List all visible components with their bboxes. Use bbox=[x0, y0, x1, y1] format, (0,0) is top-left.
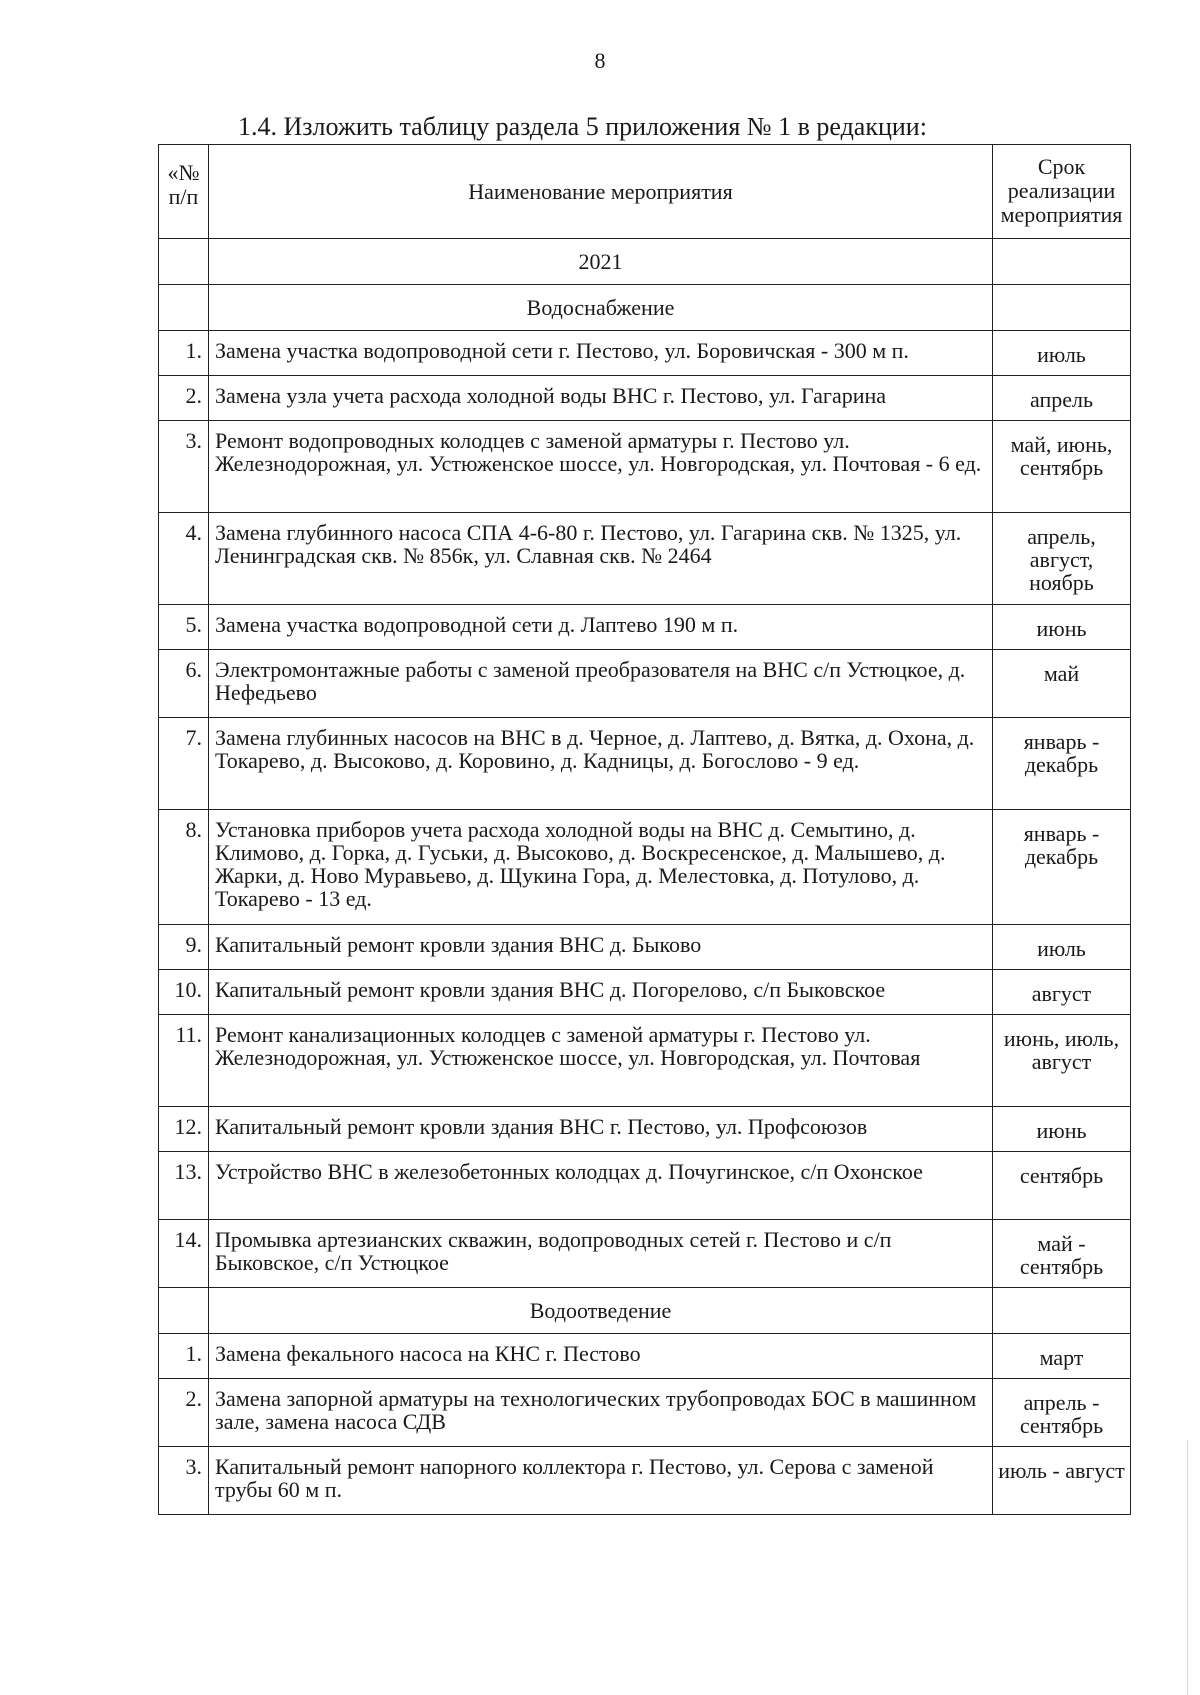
table-row bbox=[159, 1447, 1131, 1515]
table-row bbox=[159, 925, 1131, 970]
row-term: апрель - сентябрь bbox=[993, 1379, 1131, 1447]
row-number: 12. bbox=[159, 1107, 209, 1152]
row-measure: Замена участка водопроводной сети г. Пестово, ул. Боровичская - 300 м п. bbox=[209, 331, 993, 376]
table-row bbox=[159, 1015, 1131, 1107]
row-number: 2. bbox=[159, 376, 209, 421]
row-term: апрель bbox=[993, 376, 1131, 421]
year-row-empty-term bbox=[993, 239, 1131, 285]
row-number: 10. bbox=[159, 970, 209, 1015]
row-measure: Капитальный ремонт кровли здания ВНС д. Погорелово, с/п Быковское bbox=[209, 970, 993, 1015]
table-row bbox=[159, 376, 1131, 421]
section-title: Водоснабжение bbox=[209, 285, 993, 331]
section-title: Водоотведение bbox=[209, 1288, 993, 1334]
table-row bbox=[159, 1107, 1131, 1152]
row-number: 4. bbox=[159, 513, 209, 605]
scan-edge-line bbox=[1187, 1440, 1188, 1695]
table-row bbox=[159, 970, 1131, 1015]
measures-table bbox=[158, 144, 1131, 1515]
row-term: июнь, июль, август bbox=[993, 1015, 1131, 1107]
year-label: 2021 bbox=[209, 239, 993, 285]
row-number: 1. bbox=[159, 331, 209, 376]
section-empty-term bbox=[993, 1288, 1131, 1334]
row-term: март bbox=[993, 1334, 1131, 1379]
table-row bbox=[159, 331, 1131, 376]
table-row bbox=[159, 1379, 1131, 1447]
section-empty-num bbox=[159, 285, 209, 331]
row-number: 7. bbox=[159, 718, 209, 810]
row-measure: Электромонтажные работы с заменой преобразователя на ВНС с/п Устюцкое, д. Нефедьево bbox=[209, 650, 993, 718]
year-row-empty-num bbox=[159, 239, 209, 285]
header-measure-name: Наименование мероприятия bbox=[209, 145, 993, 239]
row-number: 2. bbox=[159, 1379, 209, 1447]
row-term: июнь bbox=[993, 1107, 1131, 1152]
row-number: 3. bbox=[159, 421, 209, 513]
row-number: 6. bbox=[159, 650, 209, 718]
row-measure: Капитальный ремонт кровли здания ВНС г. Пестово, ул. Профсоюзов bbox=[209, 1107, 993, 1152]
row-term: май, июнь, сентябрь bbox=[993, 421, 1131, 513]
row-measure: Ремонт водопроводных колодцев с заменой арматуры г. Пестово ул. Железнодорожная, ул. Устюженское шоссе, ул. Новгородская, ул. Почтовая - 6 ед. bbox=[209, 421, 993, 513]
section-empty-num bbox=[159, 1288, 209, 1334]
row-term: июль bbox=[993, 925, 1131, 970]
row-measure: Капитальный ремонт напорного коллектора г. Пестово, ул. Серова с заменой трубы 60 м п. bbox=[209, 1447, 993, 1515]
row-measure: Замена запорной арматуры на технологических трубопроводах БОС в машинном зале, замена насоса СДВ bbox=[209, 1379, 993, 1447]
table-row bbox=[159, 1152, 1131, 1220]
row-number: 1. bbox=[159, 1334, 209, 1379]
row-number: 8. bbox=[159, 810, 209, 925]
page-number: 8 bbox=[594, 48, 606, 73]
row-measure: Замена фекального насоса на КНС г. Пестово bbox=[209, 1334, 993, 1379]
year-row bbox=[159, 239, 1131, 285]
section-row-sewerage bbox=[159, 1288, 1131, 1334]
table-header-row bbox=[159, 145, 1131, 239]
row-number: 13. bbox=[159, 1152, 209, 1220]
row-term: апрель, август, ноябрь bbox=[993, 513, 1131, 605]
header-term: Срок реализации мероприятия bbox=[993, 145, 1131, 239]
section-empty-term bbox=[993, 285, 1131, 331]
section-row-water-supply bbox=[159, 285, 1131, 331]
table-row bbox=[159, 1334, 1131, 1379]
row-measure: Промывка артезианских скважин, водопроводных сетей г. Пестово и с/п Быковское, с/п Устюцкое bbox=[209, 1220, 993, 1288]
row-term: сентябрь bbox=[993, 1152, 1131, 1220]
table-row bbox=[159, 718, 1131, 810]
table-row bbox=[159, 810, 1131, 925]
row-term: август bbox=[993, 970, 1131, 1015]
row-term: январь - декабрь bbox=[993, 718, 1131, 810]
table-row bbox=[159, 1220, 1131, 1288]
row-measure: Замена узла учета расхода холодной воды ВНС г. Пестово, ул. Гагарина bbox=[209, 376, 993, 421]
row-term: июнь bbox=[993, 605, 1131, 650]
row-measure: Капитальный ремонт кровли здания ВНС д. Быково bbox=[209, 925, 993, 970]
row-measure: Замена глубинных насосов на ВНС в д. Черное, д. Лаптево, д. Вятка, д. Охона, д. Токарево, д. Высоково, д. Коровино, д. Кадницы, д. Богослово - 9 ед. bbox=[209, 718, 993, 810]
header-number: «№ п/п bbox=[159, 145, 209, 239]
row-term: июль - август bbox=[993, 1447, 1131, 1515]
row-term: май bbox=[993, 650, 1131, 718]
table-row bbox=[159, 421, 1131, 513]
row-measure: Устройство ВНС в железобетонных колодцах д. Почугинское, с/п Охонское bbox=[209, 1152, 993, 1220]
row-term: январь - декабрь bbox=[993, 810, 1131, 925]
row-number: 11. bbox=[159, 1015, 209, 1107]
row-measure: Установка приборов учета расхода холодной воды на ВНС д. Семытино, д. Климово, д. Горка, д. Гуськи, д. Высоково, д. Воскресенское, д. Малышево, д. Жарки, д. Ново Муравьево, д. Щукина Гора, д. Мелестовка, д. Потулово, д. Токарево - 13 ед. bbox=[209, 810, 993, 925]
row-measure: Замена участка водопроводной сети д. Лаптево 190 м п. bbox=[209, 605, 993, 650]
table-row bbox=[159, 605, 1131, 650]
row-number: 5. bbox=[159, 605, 209, 650]
table-row bbox=[159, 513, 1131, 605]
row-number: 3. bbox=[159, 1447, 209, 1515]
row-term: май - сентябрь bbox=[993, 1220, 1131, 1288]
row-number: 9. bbox=[159, 925, 209, 970]
row-measure: Ремонт канализационных колодцев с заменой арматуры г. Пестово ул. Железнодорожная, ул. Устюженское шоссе, ул. Новгородская, ул. Почтовая bbox=[209, 1015, 993, 1107]
row-measure: Замена глубинного насоса СПА 4-6-80 г. Пестово, ул. Гагарина скв. № 1325, ул. Ленинградская скв. № 856к, ул. Славная скв. № 2464 bbox=[209, 513, 993, 605]
row-number: 14. bbox=[159, 1220, 209, 1288]
table-row bbox=[159, 650, 1131, 718]
page-heading: 1.4. Изложить таблицу раздела 5 приложения № 1 в редакции: bbox=[238, 112, 927, 141]
row-term: июль bbox=[993, 331, 1131, 376]
